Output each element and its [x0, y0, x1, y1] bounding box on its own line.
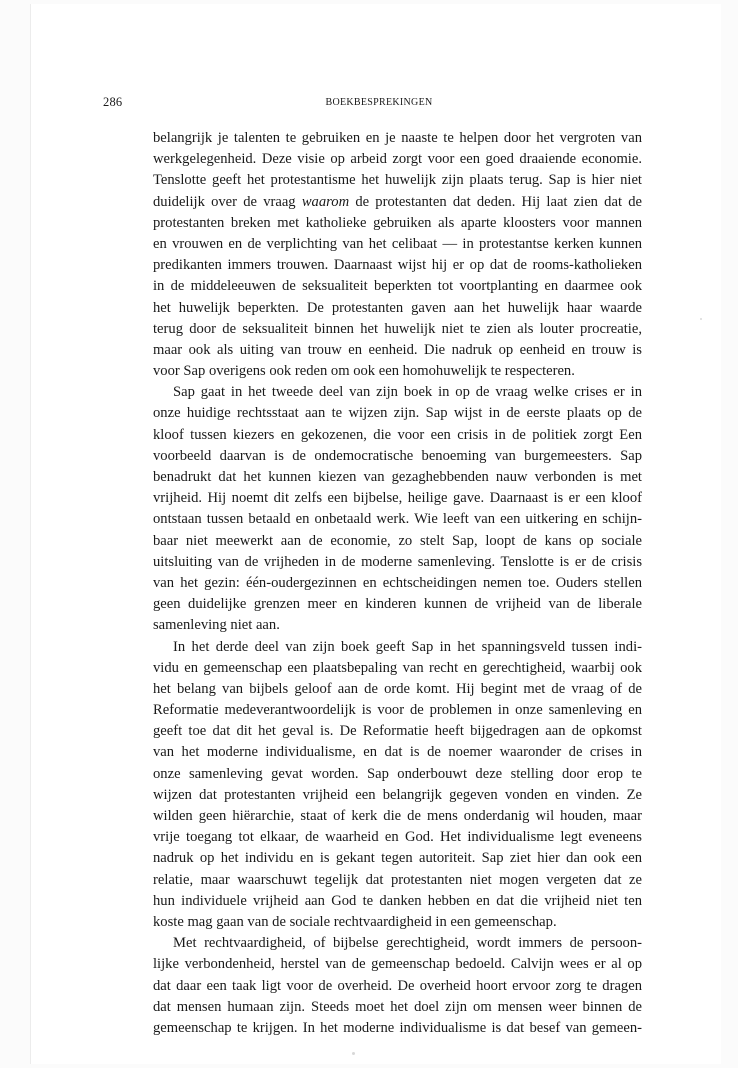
text-line: predikanten immers trouwen. Daarnaast wijst hij er op dat de rooms-katholieken [153, 257, 642, 274]
text-line: terug door de seksualiteit binnen het huwelijk niet te zien als louter procreatie, [153, 320, 642, 337]
text-line: werkgelegenheid. Deze visie op arbeid zorgt voor een goed draaiende economie. [153, 151, 642, 168]
text-line: wilden geen hiërarchie, staat of kerk die de mens onderdanig wil houden, maar [153, 808, 642, 824]
text-line: protestanten breken met katholieke gebruiken als aparte kloosters voor mannen [153, 214, 642, 231]
text-line: van het gezin: één-oudergezinnen en echtscheidingen nemen toe. Ouders stellen [153, 574, 642, 591]
scan-speck [700, 318, 702, 320]
text-line: koste mag gaan van de sociale rechtvaardigheid in een gemeenschap. [153, 913, 557, 930]
text-line: voorbeeld daarvan is de ondemocratische benoeming van burgemeesters. Sap [153, 447, 642, 464]
text-line: kloof tussen kiezers en gekozenen, die voor een crisis in de politiek zorgt Een [153, 426, 642, 443]
text-line: Met rechtvaardigheid, of bijbelse gerechtigheid, wordt immers de persoon- [173, 935, 642, 952]
text-line: vrije toegang tot elkaar, de waarheid en God. Het individualisme legt eveneens [153, 829, 642, 846]
text-line: hun individuele vrijheid aan God te danken hebben en dat die vrijheid niet ten [153, 892, 642, 909]
text-line: Reformatie medeverantwoordelijk is voor de problemen in onze samenleving en [153, 702, 642, 719]
text-line: belangrijk je talenten te gebruiken en je naaste te helpen door het vergroten van [153, 130, 642, 146]
text-line: In het derde deel van zijn boek geeft Sap in het spanningsveld tussen indi- [173, 638, 642, 655]
text-line: dat daar een taak ligt voor de overheid. De overheid hoort ervoor zorg te dragen [153, 977, 642, 994]
page-number: 286 [103, 95, 123, 109]
text-line: wijzen dat protestanten vrijheid een belangrijk gegeven vonden en vinden. Ze [153, 786, 642, 803]
text-line: voor Sap overigens ook reden om ook een homohuwelijk te respecteren. [153, 363, 575, 380]
text-line: Tenslotte geeft het protestantisme het huwelijk zijn plaats terug. Sap is hier niet [153, 172, 642, 189]
text-line: in de middeleeuwen de seksualiteit beperkten tot voortplanting en daarmee ook [153, 278, 642, 295]
text-line: baar niet meewerkt aan de economie, zo stelt Sap, loopt de kans op sociale [153, 532, 642, 549]
text-line: het belang van bijbels geloof aan de orde komt. Hij begint met de vraag of de [153, 680, 642, 697]
text-line: dat mensen humaan zijn. Steeds moet het doel zijn om mensen weer binnen de [153, 998, 642, 1015]
text-line: onze huidige rechtsstaat aan te wijzen zijn. Sap wijst in de eerste plaats op de [153, 405, 642, 422]
text-line: Sap gaat in het tweede deel van zijn boek in op de vraag welke crises er in [173, 384, 642, 401]
text-line: geeft toe dat dit het geval is. De Reformatie heeft bijgedragen aan de opkomst [153, 723, 642, 740]
text-line: nadruk op het individu en is gekant tegen autoriteit. Sap ziet hier dan ook een [153, 850, 642, 867]
text-line: uitsluiting van de vrijheden in de moderne samenleving. Tenslotte is er de crisis [153, 553, 642, 570]
text-line: en vrouwen en de verplichting van het celibaat — in protestantse kerken kunnen [153, 235, 642, 252]
text-line: relatie, maar waarschuwt tegelijk dat protestanten niet mogen vergeten dat ze [153, 871, 642, 888]
text-line: vidu en gemeenschap een plaatsbepaling van recht en gerechtigheid, waarbij ook [153, 659, 642, 676]
text-line: samenleving niet aan. [153, 617, 280, 634]
body-text [153, 128, 642, 1039]
text-line: vrijheid. Hij noemt dit zelfs een bijbelse, heilige gave. Daarnaast is er een kloof [153, 490, 642, 507]
text-line: gemeenschap te krijgen. In het moderne individualisme is dat besef van gemeen- [153, 1019, 642, 1036]
text-line: maar ook als uiting van trouw en eenheid. Die nadruk op eenheid en trouw is [153, 341, 642, 358]
text-line: duidelijk over de vraag waarom de protestanten dat deden. Hij laat zien dat de [153, 193, 642, 210]
text-line: benadrukt dat het kunnen kiezen van gezaghebbenden nauw verbonden is met [153, 469, 642, 485]
text-line: van het moderne individualisme, en dat is de noemer waaronder de crises in [153, 744, 642, 761]
text-line: geen duidelijke grenzen meer en kinderen kunnen de vrijheid van de liberale [153, 596, 642, 613]
text-line: het huwelijk beperkten. De protestanten gaven aan het huwelijk haar waarde [153, 299, 642, 316]
text-line: onze samenleving gevat worden. Sap onderbouwt deze stelling door erop te [153, 765, 642, 782]
running-head: BOEKBESPREKINGEN [325, 97, 433, 108]
scan-speck [352, 1052, 355, 1055]
emphasis: waarom [301, 193, 350, 210]
text-line: lijke verbondenheid, herstel van de gemeenschap bedoeld. Calvijn wees er al op [153, 956, 642, 973]
text-line: ontstaan tussen betaald en onbetaald werk. Wie leeft van een uitkering en schijn- [153, 511, 642, 528]
